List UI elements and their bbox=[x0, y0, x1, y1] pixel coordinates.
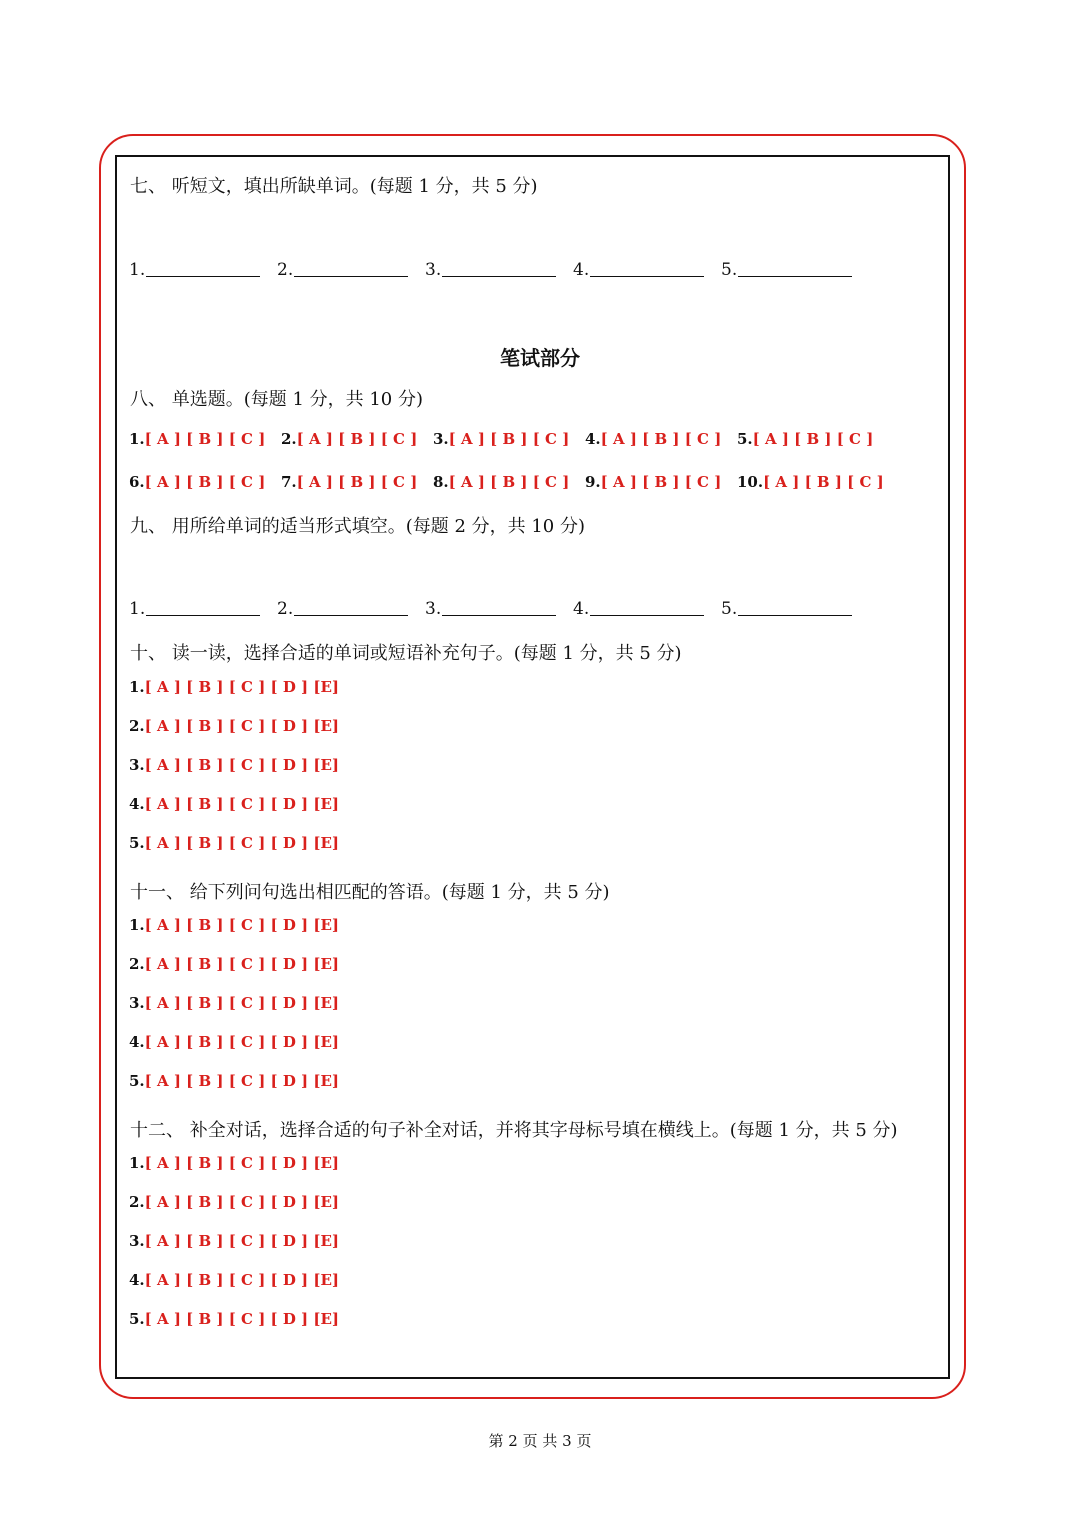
choice-item[interactable]: 4.[ A ] [ B ] [ C ] [ D ] [E] bbox=[129, 795, 340, 813]
blank-item[interactable]: 3. bbox=[425, 599, 573, 619]
blank-item[interactable]: 4. bbox=[573, 599, 721, 619]
written-part-title: 笔试部分 bbox=[500, 346, 580, 370]
blank-item[interactable]: 5. bbox=[721, 260, 869, 280]
choice-item[interactable]: 3.[ A ] [ B ] [ C ] [ D ] [E] bbox=[129, 994, 340, 1012]
choice-item[interactable]: 2.[ A ] [ B ] [ C ] [ D ] [E] bbox=[129, 717, 340, 735]
blank-item[interactable]: 1. bbox=[129, 260, 277, 280]
choice-item[interactable]: 4.[ A ] [ B ] [ C ] bbox=[585, 430, 722, 448]
choice-item[interactable]: 9.[ A ] [ B ] [ C ] bbox=[585, 473, 722, 491]
section-9-title: 九、 用所给单词的适当形式填空。(每题 2 分，共 10 分) bbox=[130, 516, 586, 537]
choice-item[interactable]: 1.[ A ] [ B ] [ C ] bbox=[129, 430, 266, 448]
choice-item[interactable]: 4.[ A ] [ B ] [ C ] [ D ] [E] bbox=[129, 1033, 340, 1051]
choice-item[interactable]: 3.[ A ] [ B ] [ C ] [ D ] [E] bbox=[129, 1232, 340, 1250]
blank-item[interactable]: 2. bbox=[277, 599, 425, 619]
choice-item[interactable]: 6.[ A ] [ B ] [ C ] bbox=[129, 473, 266, 491]
choice-item[interactable]: 4.[ A ] [ B ] [ C ] [ D ] [E] bbox=[129, 1271, 340, 1289]
choice-item[interactable]: 5.[ A ] [ B ] [ C ] [ D ] [E] bbox=[129, 1072, 340, 1090]
blank-item[interactable]: 2. bbox=[277, 260, 425, 280]
section-8-row-2 bbox=[129, 473, 889, 491]
choice-item[interactable]: 3.[ A ] [ B ] [ C ] bbox=[433, 430, 570, 448]
choice-item[interactable]: 7.[ A ] [ B ] [ C ] bbox=[281, 473, 418, 491]
section-12-title: 十二、 补全对话，选择合适的句子补全对话，并将其字母标号填在横线上。(每题 1 分，共 5 分) bbox=[130, 1120, 898, 1141]
blank-item[interactable]: 4. bbox=[573, 260, 721, 280]
choice-item[interactable]: 2.[ A ] [ B ] [ C ] [ D ] [E] bbox=[129, 955, 340, 973]
section-7-blanks bbox=[129, 260, 869, 280]
section-10-title: 十、 读一读，选择合适的单词或短语补充句子。(每题 1 分，共 5 分) bbox=[130, 643, 682, 664]
choice-item[interactable]: 1.[ A ] [ B ] [ C ] [ D ] [E] bbox=[129, 1154, 340, 1172]
choice-item[interactable]: 2.[ A ] [ B ] [ C ] [ D ] [E] bbox=[129, 1193, 340, 1211]
blank-item[interactable]: 3. bbox=[425, 260, 573, 280]
section-9-blanks bbox=[129, 599, 869, 619]
choice-item[interactable]: 3.[ A ] [ B ] [ C ] [ D ] [E] bbox=[129, 756, 340, 774]
choice-item[interactable]: 5.[ A ] [ B ] [ C ] bbox=[737, 430, 874, 448]
blank-item[interactable]: 5. bbox=[721, 599, 869, 619]
choice-item[interactable]: 1.[ A ] [ B ] [ C ] [ D ] [E] bbox=[129, 678, 340, 696]
choice-item[interactable]: 10.[ A ] [ B ] [ C ] bbox=[737, 473, 884, 491]
choice-item[interactable]: 5.[ A ] [ B ] [ C ] [ D ] [E] bbox=[129, 834, 340, 852]
choice-item[interactable]: 1.[ A ] [ B ] [ C ] [ D ] [E] bbox=[129, 916, 340, 934]
section-8-row-1 bbox=[129, 430, 889, 448]
section-7-title: 七、 听短文，填出所缺单词。(每题 1 分，共 5 分) bbox=[130, 176, 538, 197]
choice-item[interactable]: 2.[ A ] [ B ] [ C ] bbox=[281, 430, 418, 448]
choice-item[interactable]: 8.[ A ] [ B ] [ C ] bbox=[433, 473, 570, 491]
page-footer: 第 2 页 共 3 页 bbox=[488, 1432, 592, 1450]
choice-item[interactable]: 5.[ A ] [ B ] [ C ] [ D ] [E] bbox=[129, 1310, 340, 1328]
section-8-title: 八、 单选题。(每题 1 分，共 10 分) bbox=[130, 389, 424, 410]
blank-item[interactable]: 1. bbox=[129, 599, 277, 619]
section-11-title: 十一、 给下列问句选出相匹配的答语。(每题 1 分，共 5 分) bbox=[130, 882, 610, 903]
